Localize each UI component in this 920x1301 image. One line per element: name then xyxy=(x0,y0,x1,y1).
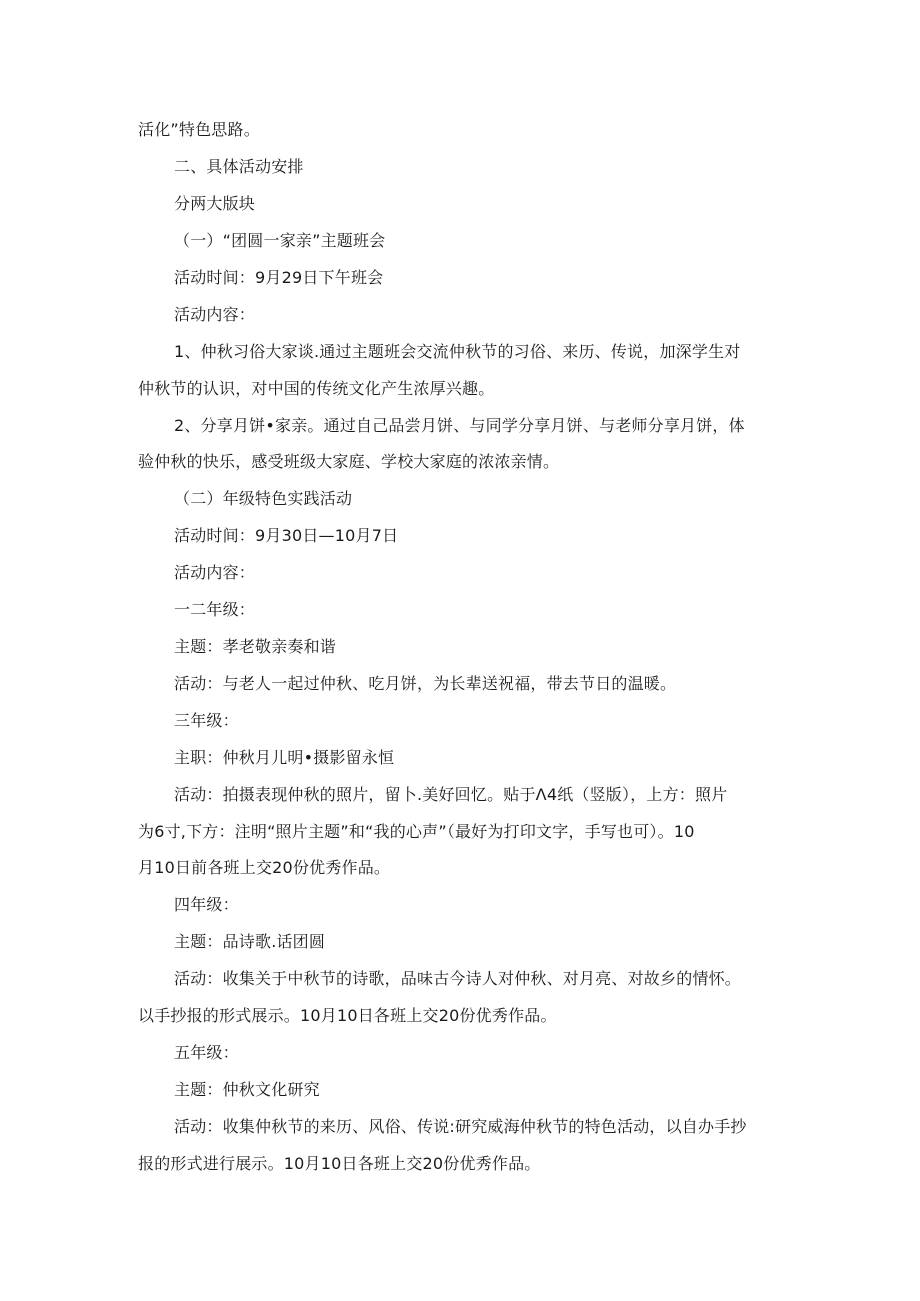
grade-label: 一二年级： xyxy=(174,600,256,619)
paragraph-continuation: 活化”特色思路。 xyxy=(138,120,260,139)
list-item-text: 2、分享月饼•家亲。通过自己品尝月饼、与同学分享月饼、与老师分享月饼，体 xyxy=(174,416,745,435)
grade-label: 三年级： xyxy=(174,711,239,730)
activity-content-label: 活动内容： xyxy=(174,563,256,582)
activity-line-cont: 以手抄报的形式展示。10月10日各班上交20份优秀作品。 xyxy=(138,1006,557,1025)
theme-line: 主题：仲秋文化研究 xyxy=(174,1080,320,1099)
section-heading: 二、具体活动安排 xyxy=(174,157,304,176)
activity-line: 活动：收集关于中秋节的诗歌，品味古今诗人对仲秋、对月亮、对故乡的情怀。 xyxy=(174,969,742,988)
activity-line-cont: 报的形式进行展示。10月10日各班上交20份优秀作品。 xyxy=(138,1154,541,1173)
activity-time: 活动时间：9月29日下午班会 xyxy=(174,268,384,287)
grade-label: 四年级： xyxy=(174,895,239,914)
list-item-text-cont: 仲秋节的认识，对中国的传统文化产生浓厚兴趣。 xyxy=(138,379,495,398)
activity-line: 活动：拍摄表现仲秋的照片，留卜.美好回忆。贴于Λ4纸（竖版），上方：照片 xyxy=(174,785,728,804)
activity-time: 活动时间：9月30日—10月7日 xyxy=(174,526,399,545)
activity-line: 活动：与老人一起过仲秋、吃月饼，为长辈送祝福，带去节日的温暖。 xyxy=(174,674,677,693)
list-item-text: 1、仲秋习俗大家谈.通过主题班会交流仲秋节的习俗、来历、传说，加深学生对 xyxy=(174,342,741,361)
activity-line-cont: 为6寸,下方：注明“照片主题”和“我的心声”（最好为打印文字，手写也可）。10 xyxy=(138,822,695,841)
theme-line: 主题：品诗歌.话团圆 xyxy=(174,932,326,951)
subsection-heading: （一）“团圆一家亲”主题班会 xyxy=(174,231,386,250)
list-item-text-cont: 验仲秋的快乐，感受班级大家庭、学校大家庭的浓浓亲情。 xyxy=(138,452,560,471)
activity-line: 活动：收集仲秋节的来历、风俗、传说:研究威海仲秋节的特色活动，以自办手抄 xyxy=(174,1117,747,1136)
activity-content-label: 活动内容： xyxy=(174,305,256,324)
grade-label: 五年级： xyxy=(174,1043,239,1062)
theme-line: 主职：仲秋月儿明•摄影留永恒 xyxy=(174,748,395,767)
theme-line: 主题：孝老敬亲奏和谐 xyxy=(174,637,337,656)
subsection-heading: （二）年级特色实践活动 xyxy=(174,489,353,508)
paragraph: 分两大版块 xyxy=(174,194,256,213)
activity-line-cont: 月10日前各班上交20份优秀作品。 xyxy=(138,858,391,877)
